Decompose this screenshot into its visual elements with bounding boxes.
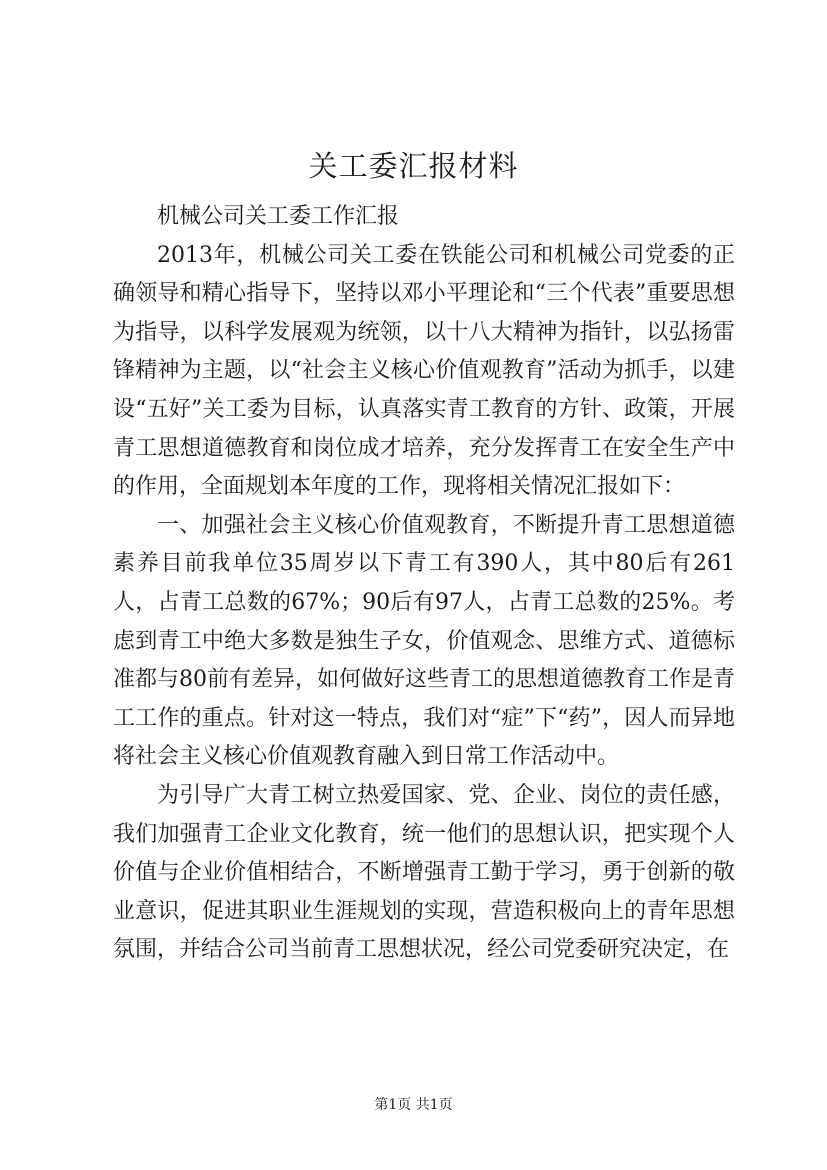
- page-footer: 第1页 共1页: [374, 1097, 453, 1113]
- document-body: [113, 198, 735, 970]
- document-title: 关工委汇报材料: [308, 149, 519, 183]
- paragraph-continuation: 为引导广大青工树立热爱国家、党、企业、岗位的责任感，我们加强青工企业文化教育，统一他们的思想认识，把实现个人价值与企业价值相结合，不断增强青工勤于学习，勇于创新的敬业意识，促进其职业生涯规划的实现，营造积极向上的青年思想氛围，并结合公司当前青工思想状况，经公司党委研究决定，在: [113, 782, 735, 963]
- paragraph-section-one: 一、加强社会主义核心价值观教育，不断提升青工思想道德素养目前我单位35周岁以下青工有390人，其中80后有261人，占青工总数的67%；90后有97人，占青工总数的25%。考虑到青工中绝大多数是独生子女，价值观念、思维方式、道德标准都与80前有差异，如何做好这些青工的思想道德教育工作是青工工作的重点。针对这一特点，我们对“症”下“药”，因人而异地将社会主义核心价值观教育融入到日常工作活动中。: [113, 512, 735, 770]
- paragraph-subtitle: 机械公司关工委工作汇报: [157, 204, 400, 229]
- paragraph-intro: 2013年，机械公司关工委在铁能公司和机械公司党委的正确领导和精心指导下，坚持以邓小平理论和“三个代表”重要思想为指导，以科学发展观为统领，以十八大精神为指针，以弘扬雷锋精神为主题，以“社会主义核心价值观教育”活动为抓手，以建设“五好”关工委为目标，认真落实青工教育的方针、政策，开展青工思想道德教育和岗位成才培养，充分发挥青工在安全生产中的作用，全面规划本年度的工作，现将相关情况汇报如下：: [113, 242, 735, 500]
